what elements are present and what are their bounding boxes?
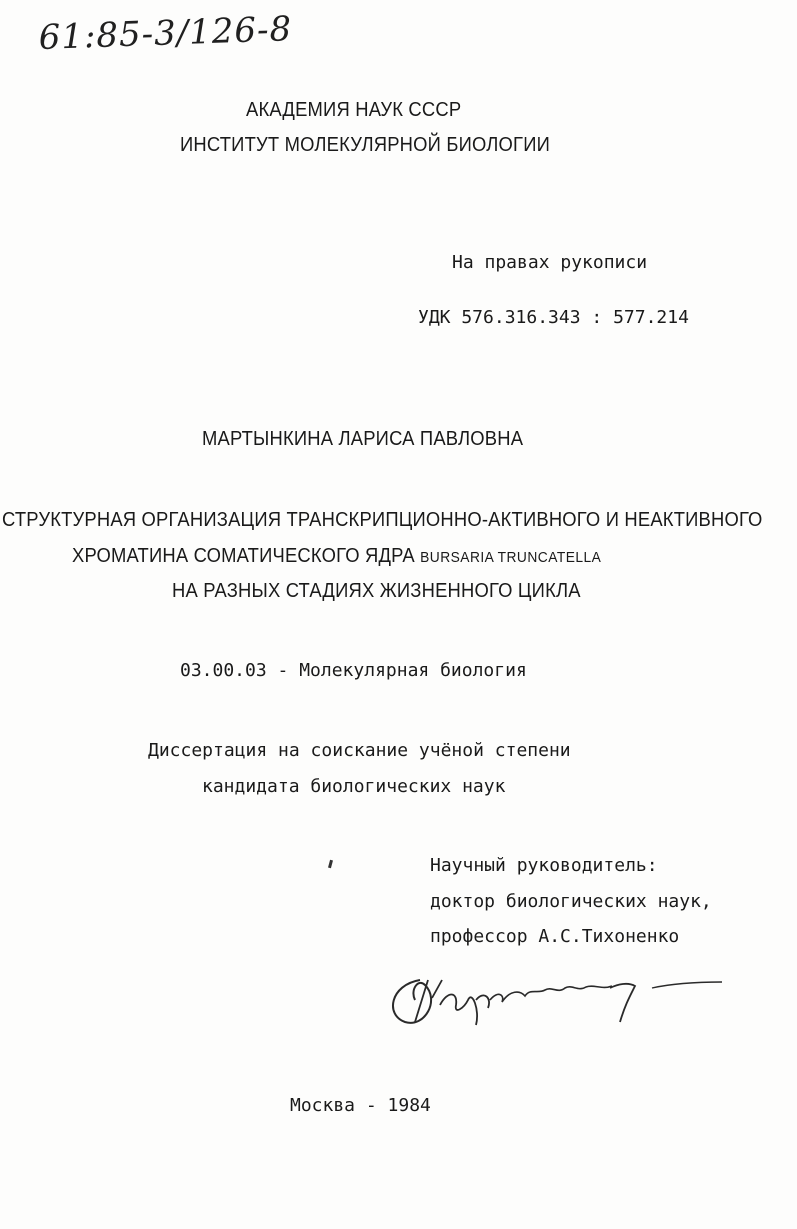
academy-name: АКАДЕМИЯ НАУК СССР xyxy=(246,99,462,121)
signature-image xyxy=(380,960,730,1040)
rights-notice: На правах рукописи xyxy=(452,252,648,273)
author-name: МАРТЫНКИНА ЛАРИСА ПАВЛОВНА xyxy=(202,428,524,450)
title-line-3: НА РАЗНЫХ СТАДИЯХ ЖИЗНЕННОГО ЦИКЛА xyxy=(172,580,581,602)
title-line-2 xyxy=(72,545,601,569)
specialty: 03.00.03 - Молекулярная биология xyxy=(180,660,527,681)
supervisor-name: профессор А.С.Тихоненко xyxy=(430,926,680,947)
degree-line-1: Диссертация на соискание учёной степени xyxy=(148,740,571,761)
supervisor-role: Научный руководитель: xyxy=(430,855,658,876)
title-line-1: СТРУКТУРНАЯ ОРГАНИЗАЦИЯ ТРАНСКРИПЦИОННО-АКТИВНОГО И НЕАКТИВНОГО xyxy=(2,509,763,531)
margin-mark xyxy=(328,860,333,869)
udc-code: УДК 576.316.343 : 577.214 xyxy=(418,307,689,328)
institute-name: ИНСТИТУТ МОЛЕКУЛЯРНОЙ БИОЛОГИИ xyxy=(180,134,551,156)
supervisor-degree: доктор биологических наук, xyxy=(430,891,712,912)
place-and-year: Москва - 1984 xyxy=(290,1095,431,1116)
title-line-2-prefix: ХРОМАТИНА СОМАТИЧЕСКОГО ЯДРА xyxy=(72,545,415,567)
species-name: BURSARIA TRUNCATELLA xyxy=(420,549,602,566)
degree-line-2: кандидата биологических наук xyxy=(202,776,506,797)
archive-number: 61:85-3/126-8 xyxy=(38,9,293,58)
